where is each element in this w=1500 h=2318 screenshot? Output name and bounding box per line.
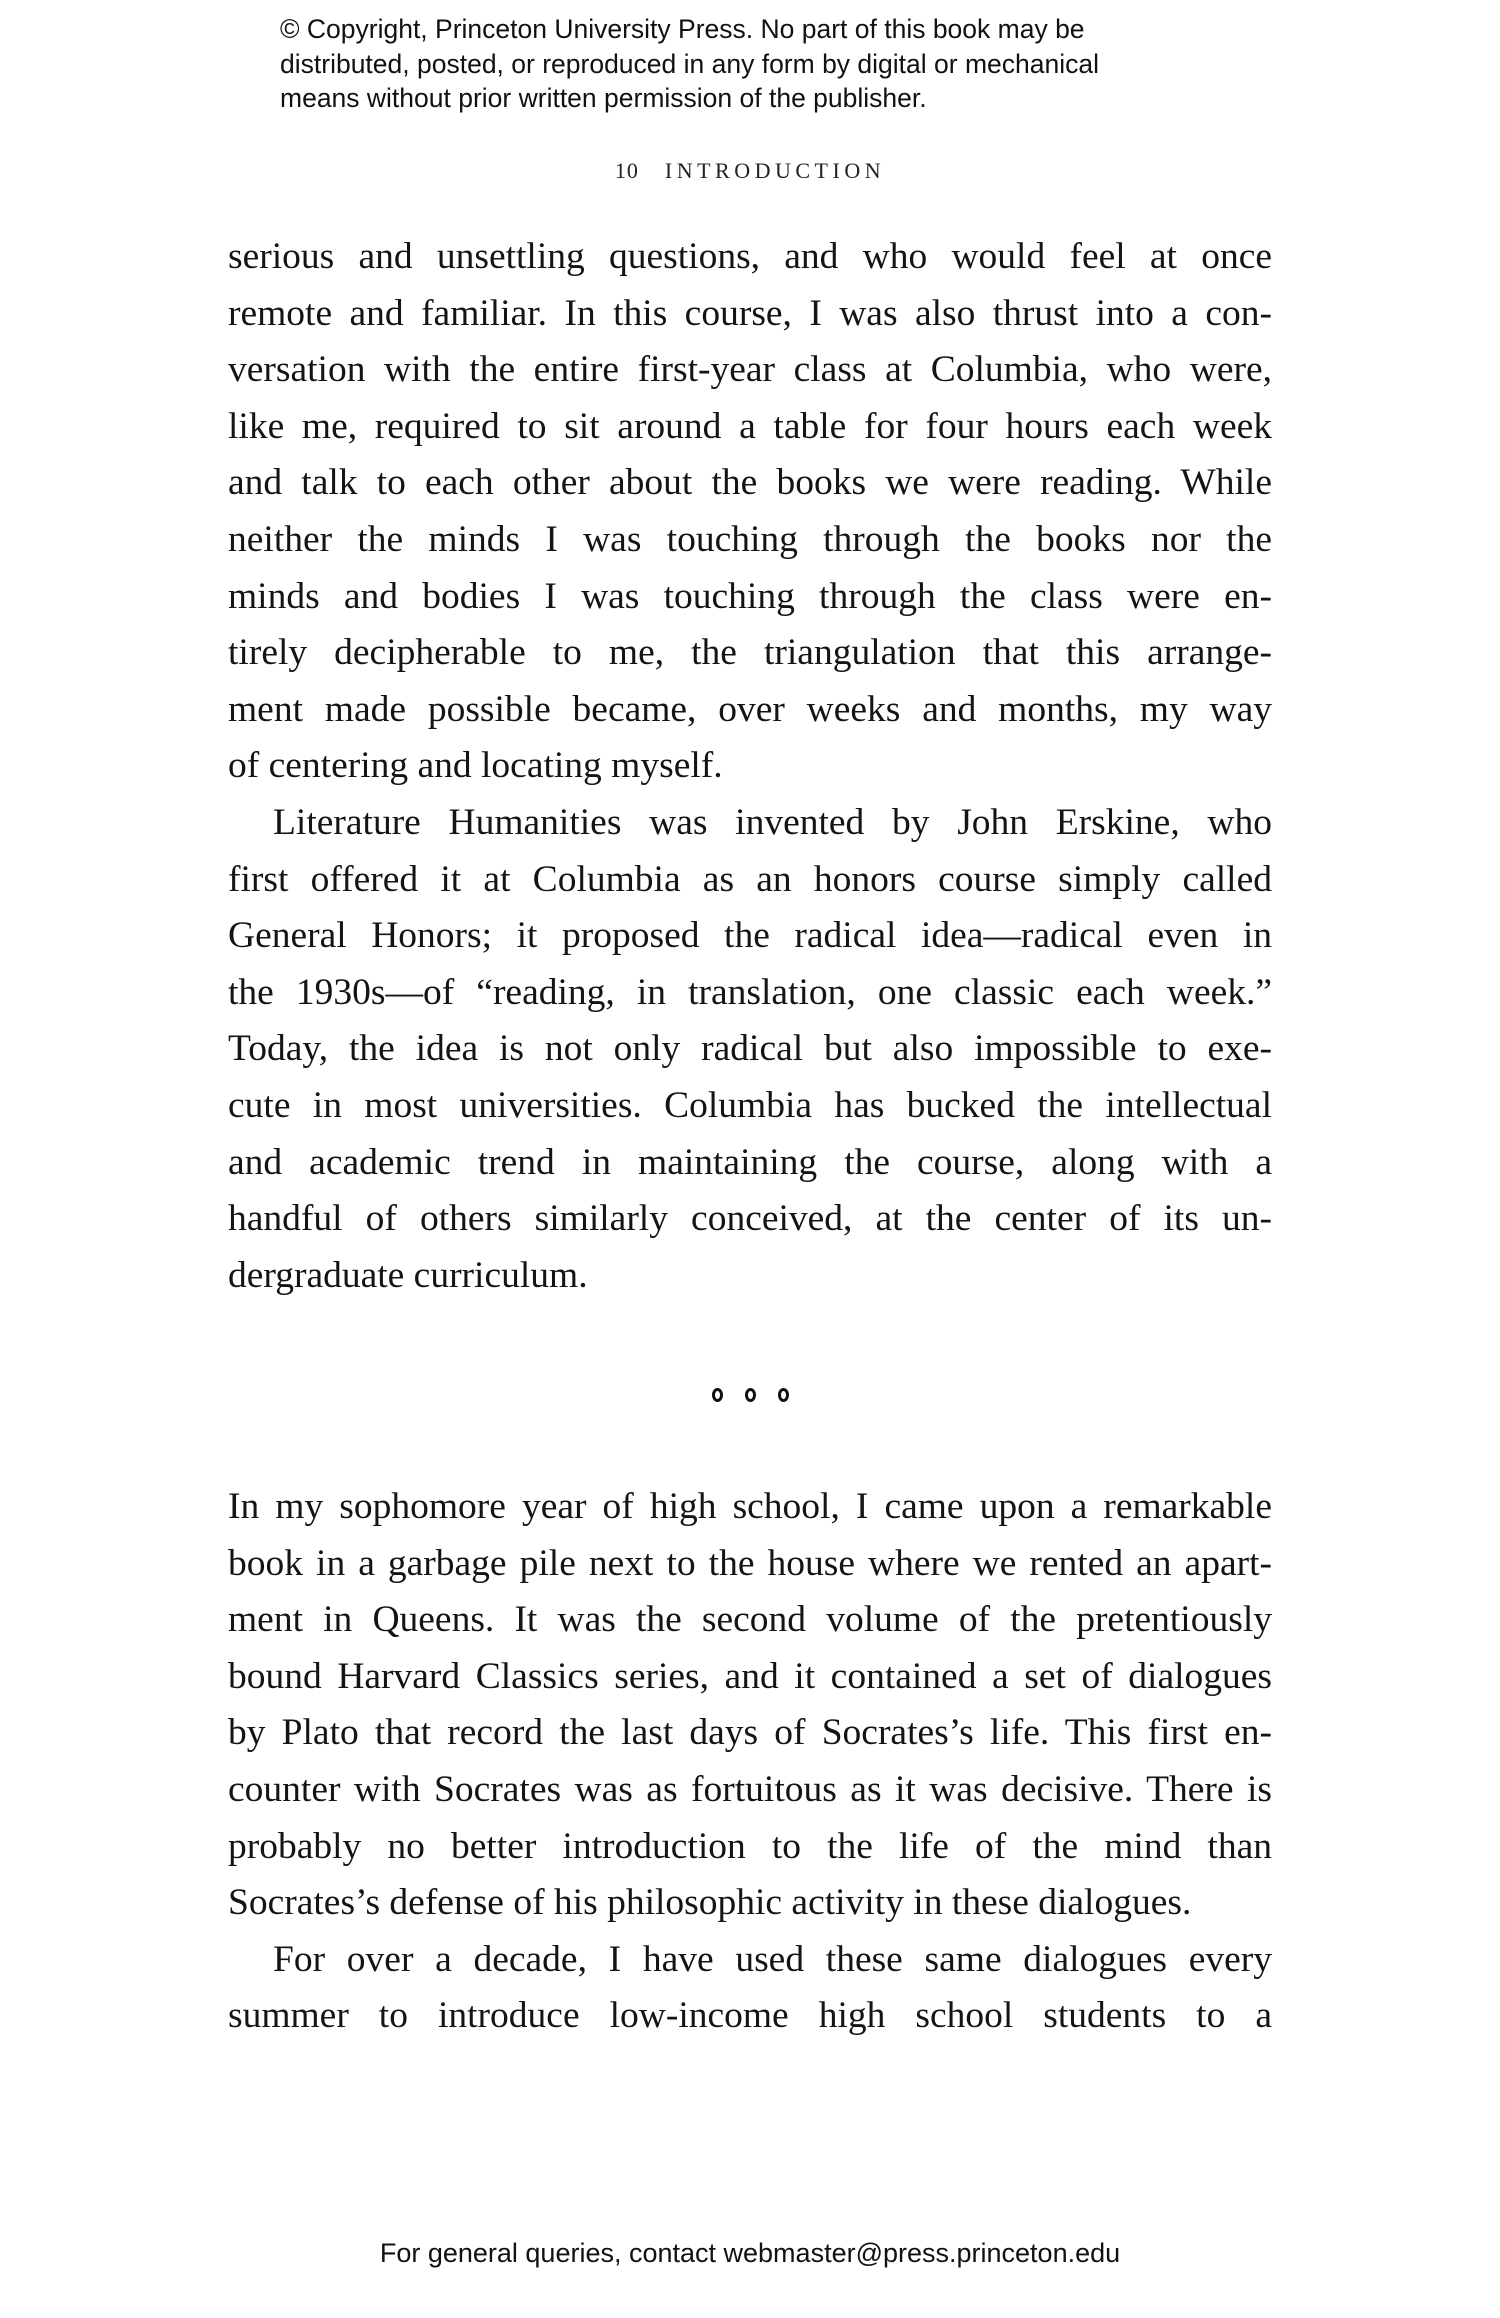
circle-ornament-icon [745,1388,756,1402]
circle-ornament-icon [712,1388,723,1402]
text-line: probably no better introduction to the life of the mind than [228,1825,1272,1867]
text-line: In my sophomore year of high school, I came upon a remarkable [228,1486,1272,1527]
text-line: minds and bodies I was touching through the class were en- [228,575,1272,617]
section-title: INTRODUCTION [664,158,886,183]
text-line: ment made possible became, over weeks and months, my way [228,688,1272,730]
text-line: and academic trend in maintaining the course, along with a [228,1141,1272,1183]
text-line: first offered it at Columbia as an honors course simply called [228,858,1272,900]
paragraph [228,1479,1272,1932]
text-line: of centering and locating myself. [228,745,723,787]
text-line: For over a decade, I have used these same dialogues every [273,1938,1272,1980]
text-line: versation with the entire first-year class at Columbia, who were, [228,349,1272,391]
footer-contact: For general queries, contact webmaster@press.princeton.edu [379,2238,1121,2268]
section-1 [228,229,1272,1304]
text-line: Literature Humanities was invented by John Erskine, who [273,801,1272,843]
text-line: cute in most universities. Columbia has bucked the intellectual [228,1084,1272,1126]
text-line: General Honors; it proposed the radical idea—radical even in [228,915,1272,957]
section-2 [228,1479,1272,2045]
section-break-ornament [0,1388,1500,1402]
text-line: summer to introduce low-income high school students to a [228,1995,1272,2037]
paragraph [228,1932,1272,2045]
text-line: Today, the idea is not only radical but also impossible to exe- [228,1028,1272,1070]
paragraph [228,229,1272,795]
copyright-line: © Copyright, Princeton University Press. No part of this book may be [280,14,1085,44]
text-line: tirely decipherable to me, the triangulation that this arrange- [228,632,1272,674]
paragraph [228,795,1272,1304]
text-line: remote and familiar. In this course, I was also thrust into a con- [228,292,1272,334]
text-line: bound Harvard Classics series, and it contained a set of dialogues [228,1655,1272,1697]
text-line: like me, required to sit around a table for four hours each week [228,405,1272,447]
text-line: handful of others similarly conceived, at the center of its un- [228,1198,1272,1240]
text-line: and talk to each other about the books we were reading. While [228,462,1272,504]
text-line: Socrates’s defense of his philosophic activity in these dialogues. [228,1882,1192,1924]
text-line: book in a garbage pile next to the house where we rented an apart- [228,1542,1272,1584]
text-line: serious and unsettling questions, and who would feel at once [228,236,1272,277]
text-line: dergraduate curriculum. [228,1254,588,1296]
copyright-line: means without prior written permission of the publisher. [280,83,927,113]
text-line: neither the minds I was touching through the books nor the [228,518,1272,560]
text-line: ment in Queens. It was the second volume of the pretentiously [228,1599,1272,1641]
circle-ornament-icon [778,1388,789,1402]
copyright-line: distributed, posted, or reproduced in any form by digital or mechanical [280,48,1099,79]
running-head [0,156,1500,186]
page-number: 10 [614,158,639,183]
text-line: the 1930s—of “reading, in translation, one classic each week.” [228,971,1272,1013]
text-line: by Plato that record the last days of Socrates’s life. This first en- [228,1712,1272,1754]
text-line: counter with Socrates was as fortuitous as it was decisive. There is [228,1768,1272,1810]
copyright-notice [280,12,1240,116]
